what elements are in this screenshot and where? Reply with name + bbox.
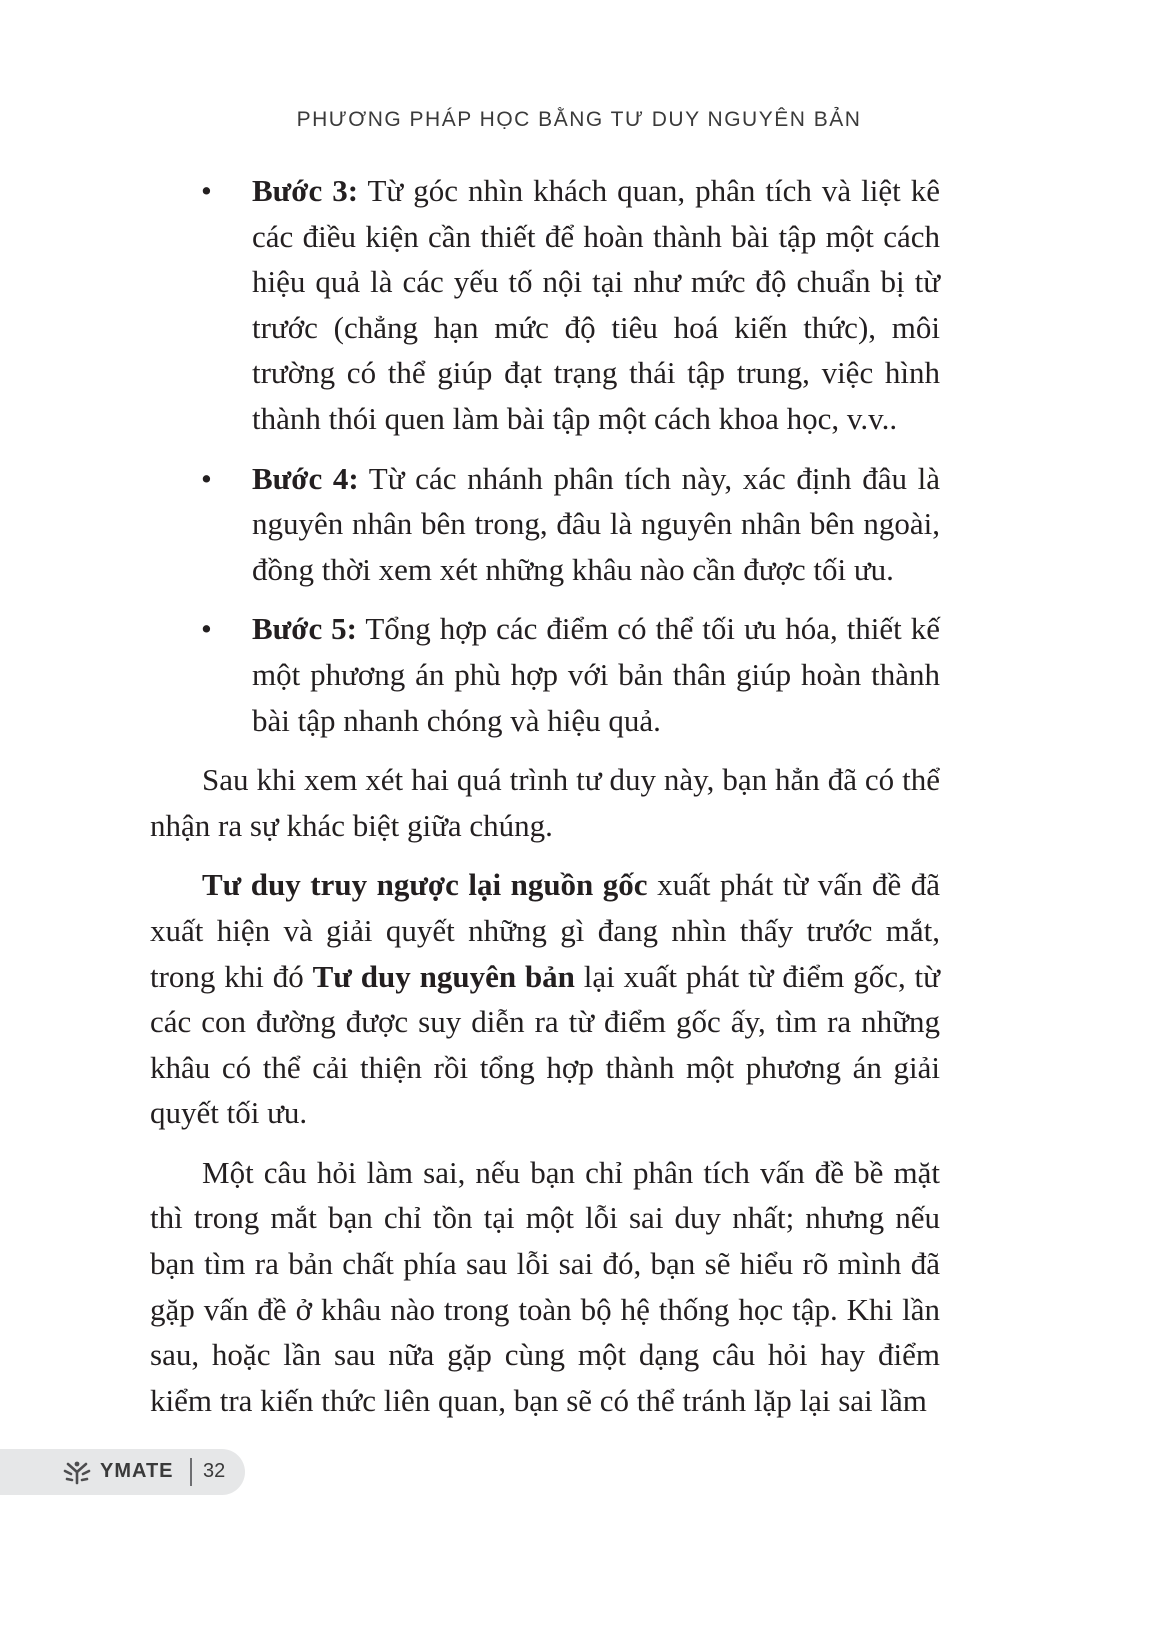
page-body	[150, 168, 940, 1437]
running-header: PHƯƠNG PHÁP HỌC BẰNG TƯ DUY NGUYÊN BẢN	[296, 108, 862, 131]
bullet-marker: •	[201, 611, 212, 647]
paragraph-conclusion: Sau khi xem xét hai quá trình tư duy này, bạn hẳn đã có thể nhận ra sự khác biệt giữa chúng.	[150, 762, 940, 843]
paragraph-comparison	[150, 862, 940, 1136]
list-item	[150, 168, 940, 442]
step-text: Từ góc nhìn khách quan, phân tích và liệt kê các điều kiện cần thiết để hoàn thành bài tập một cách hiệu quả là các yếu tố nội tại như mức độ chuẩn bị từ trước (chẳng hạn mức độ tiêu hoá kiến thức), môi trường có thể giúp đạt trạng thái tập trung, việc hình thành thói quen làm bài tập một cách khoa học, v.v..	[252, 173, 940, 436]
step-text: Tổng hợp các điểm có thể tối ưu hóa, thiết kế một phương án phù hợp với bản thân giúp hoàn thành bài tập nhanh chóng và hiệu quả.	[252, 611, 940, 738]
footer-divider	[190, 1458, 192, 1486]
step-label: Bước 5:	[252, 611, 357, 647]
brand-name: YMATE	[100, 1460, 174, 1482]
bullet-marker: •	[201, 173, 212, 208]
term-first-principles: Tư duy nguyên bản	[312, 958, 575, 994]
list-item	[150, 456, 940, 593]
steps-list	[150, 168, 940, 743]
list-item	[150, 606, 940, 743]
step-label: Bước 3:	[252, 173, 359, 208]
page-footer-tab	[0, 1449, 245, 1495]
paragraph-example: Một câu hỏi làm sai, nếu bạn chỉ phân tích vấn đề bề mặt thì trong mắt bạn chỉ tồn tại một lỗi sai duy nhất; nhưng nếu bạn tìm ra bản chất phía sau lỗi sai đó, bạn sẽ hiểu rõ mình đã gặp vấn đề ở khâu nào trong toàn bộ hệ thống học tập. Khi lần sau, hoặc lần sau nữa gặp cùng một dạng câu hỏi hay điểm kiểm tra kiến thức liên quan, bạn sẽ có thể tránh lặp lại sai lầm	[150, 1154, 940, 1418]
ymate-logo-icon	[62, 1459, 92, 1485]
paragraph-text: lại xuất phát từ điểm gốc, từ các con đường được suy diễn ra từ điểm gốc ấy, tìm ra những khâu có thể cải thiện rồi tổng hợp thành một phương án giải quyết tối ưu.	[150, 958, 940, 1131]
paragraph-text: xuất phát từ vấn đề đã xuất hiện và giải quyết những gì đang nhìn thấy trước mắt, trong khi đó	[150, 867, 940, 994]
step-label: Bước 4:	[252, 460, 359, 496]
page-number: 32	[203, 1460, 226, 1482]
term-reverse-thinking: Tư duy truy ngược lại nguồn gốc	[202, 867, 648, 903]
bullet-marker: •	[201, 460, 212, 496]
step-text: Từ các nhánh phân tích này, xác định đâu là nguyên nhân bên trong, đâu là nguyên nhân bên ngoài, đồng thời xem xét những khâu nào cần được tối ưu.	[252, 460, 940, 587]
